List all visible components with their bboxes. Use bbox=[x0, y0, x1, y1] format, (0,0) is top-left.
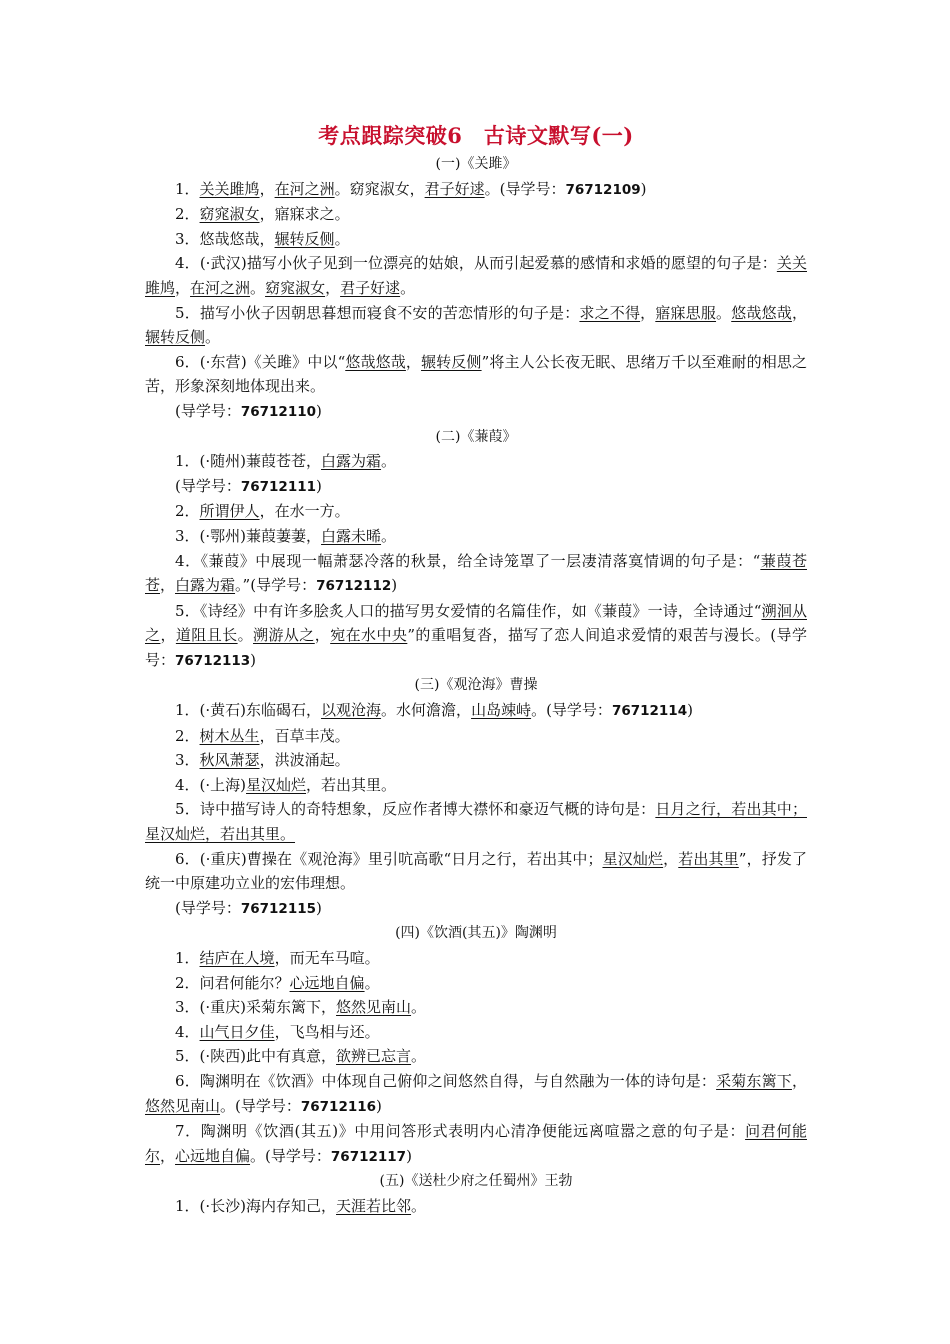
question-text: ，洪波涌起。 bbox=[259, 751, 350, 770]
answer-text: 所谓伊人 bbox=[199, 502, 260, 521]
question-item bbox=[145, 449, 807, 474]
question-text: 3．悠哉悠哉， bbox=[175, 229, 275, 248]
guide-number-line bbox=[145, 399, 807, 425]
question-text: 。 bbox=[411, 998, 427, 1017]
answer-text: 白露为霜 bbox=[321, 452, 382, 471]
answer-text: 树木丛生 bbox=[199, 726, 260, 745]
question-text: 2． bbox=[175, 726, 200, 745]
question-text: ，在水一方。 bbox=[259, 502, 350, 521]
answer-text: 辗转反侧 bbox=[421, 352, 482, 371]
question-text: ， bbox=[259, 179, 275, 198]
question-text: 。 bbox=[400, 278, 416, 297]
answer-text: 日月之行，若出其中；星汉灿烂，若出其里。 bbox=[145, 800, 807, 844]
question-item bbox=[145, 1119, 807, 1169]
answer-text: 窈窕淑女 bbox=[265, 278, 326, 297]
question-text: ) bbox=[391, 576, 398, 595]
question-item bbox=[145, 251, 807, 300]
section-heading: (二)《蒹葭》 bbox=[435, 428, 517, 445]
section-heading: (一)《关雎》 bbox=[435, 156, 517, 172]
answer-text: 君子好逑 bbox=[340, 278, 401, 297]
answer-text: 君子好逑 bbox=[424, 179, 485, 198]
question-text: ，百草丰茂。 bbox=[259, 726, 350, 745]
question-text: ) bbox=[687, 701, 693, 720]
question-text: ”，抒发了统一中原建功立业的宏伟理想。 bbox=[145, 849, 807, 893]
answer-text: 在河之洲 bbox=[274, 179, 335, 198]
question-text: 3． bbox=[175, 751, 200, 770]
answer-text: 关关雎鸠 bbox=[199, 179, 260, 198]
question-text: 6．陶渊明在《饮酒》中体现自己俯仰之间悠然自得，与自然融为一体的诗句是： bbox=[175, 1071, 717, 1090]
answer-text: 欲辨已忘言 bbox=[336, 1047, 412, 1066]
question-text: 1．(·黄石)东临碣石， bbox=[175, 701, 322, 720]
answer-text: 心远地自偏 bbox=[289, 973, 365, 992]
question-text: (导学号： bbox=[175, 476, 241, 495]
question-item bbox=[145, 971, 807, 996]
question-text: 5．描写小伙子因朝思暮想而寝食不安的苦恋情形的句子是： bbox=[175, 303, 580, 322]
answer-text: 问君何能尔 bbox=[145, 1122, 807, 1165]
answer-text: 以观沧海 bbox=[321, 701, 382, 720]
question-text: 4． bbox=[175, 1022, 200, 1041]
guide-number: 76712110 bbox=[240, 403, 317, 420]
question-text: 。 bbox=[364, 973, 380, 992]
guide-number: 76712113 bbox=[175, 652, 251, 669]
answer-text: 星汉灿烂 bbox=[246, 775, 307, 794]
answer-text: 悠然见南山 bbox=[145, 1096, 221, 1115]
question-text: 5．(·陕西)此中有真意， bbox=[175, 1047, 337, 1066]
question-text: 2． bbox=[175, 502, 200, 521]
question-text: 。 bbox=[250, 278, 266, 297]
question-text: 。(导学号： bbox=[220, 1096, 301, 1115]
answer-text: 山岛竦峙 bbox=[471, 701, 532, 720]
answer-text: 悠哉悠哉 bbox=[345, 352, 406, 371]
question-item bbox=[145, 177, 807, 203]
answer-text: 溯游从之 bbox=[253, 626, 315, 645]
answer-text: 道阻且长 bbox=[175, 626, 238, 645]
question-text: ， bbox=[160, 626, 176, 645]
question-text: 。 bbox=[237, 626, 254, 645]
question-text: 。”(导学号： bbox=[235, 576, 317, 595]
question-text: ， bbox=[175, 278, 191, 297]
guide-number: 76712114 bbox=[611, 703, 688, 720]
question-item bbox=[145, 995, 807, 1020]
question-text: 7．陶渊明《饮酒(其五)》中用问答形式表明内心清净便能远离喧嚣之意的句子是： bbox=[175, 1122, 746, 1141]
guide-number: 76712117 bbox=[330, 1148, 407, 1165]
question-item bbox=[145, 350, 807, 399]
answer-text: 悠然见南山 bbox=[336, 998, 412, 1017]
question-text: 4．《蒹葭》中展现一幅萧瑟冷落的秋景，给全诗笼罩了一层凄清落寞情调的句子是：“ bbox=[175, 551, 761, 570]
answer-text: 结庐在人境 bbox=[199, 949, 275, 967]
question-text: (导学号： bbox=[175, 898, 241, 917]
question-text: ”的重唱复沓，描写了恋人间追求爱情的艰苦与漫长。(导学号： bbox=[145, 626, 807, 669]
question-text: 4．(·武汉)描写小伙子见到一位漂亮的姑娘，从而引起爱慕的感情和求婚的愿望的句子是： bbox=[175, 254, 777, 273]
answer-text: 采菊东篱下 bbox=[716, 1071, 792, 1090]
document-page bbox=[145, 122, 807, 1219]
question-item bbox=[145, 773, 807, 798]
question-text: ， bbox=[405, 352, 422, 371]
question-text: ， bbox=[791, 1071, 807, 1090]
question-text: ) bbox=[316, 476, 322, 495]
guide-number: 76712111 bbox=[240, 478, 317, 495]
question-text: ) bbox=[316, 898, 322, 917]
question-text: 3．(·鄂州)蒹葭萋萋， bbox=[175, 526, 322, 545]
question-text: 2．问君何能尔？ bbox=[175, 973, 290, 992]
question-item bbox=[145, 748, 807, 773]
question-item bbox=[145, 847, 807, 896]
question-item bbox=[145, 202, 807, 227]
question-item bbox=[145, 549, 807, 599]
answer-text: 辗转反侧 bbox=[274, 229, 335, 248]
question-text: 。窈窕淑女， bbox=[334, 179, 425, 198]
question-text: ，而无车马喧。 bbox=[274, 949, 380, 967]
question-text: ) bbox=[376, 1096, 382, 1115]
answer-text: 辗转反侧 bbox=[145, 328, 206, 347]
guide-number-line bbox=[145, 896, 807, 922]
answer-text: 关关雎鸠 bbox=[145, 254, 807, 297]
question-text: 。 bbox=[411, 1196, 427, 1215]
document-title: 考点跟踪突破6 古诗文默写(一) bbox=[318, 123, 634, 148]
answer-text: 寤寐思服 bbox=[655, 303, 717, 322]
question-text: ) bbox=[406, 1146, 412, 1165]
answer-text: 白露未晞 bbox=[321, 526, 382, 545]
guide-number: 76712112 bbox=[316, 578, 392, 595]
section-heading: (四)《饮酒(其五)》陶渊明 bbox=[395, 925, 557, 942]
answer-text: 悠哉悠哉 bbox=[731, 303, 792, 322]
question-text: 。 bbox=[381, 452, 397, 471]
question-text: ， bbox=[640, 303, 656, 322]
question-item bbox=[145, 499, 807, 524]
guide-number: 76712115 bbox=[240, 900, 317, 917]
question-text: 。(导学号： bbox=[250, 1146, 331, 1165]
answer-text: 白露为霜 bbox=[175, 576, 236, 595]
question-item bbox=[145, 227, 807, 252]
question-text: 4．(·上海) bbox=[175, 775, 247, 794]
answer-text: 溯洄从之 bbox=[145, 601, 807, 645]
question-item bbox=[145, 1020, 807, 1045]
document-content bbox=[145, 152, 807, 1219]
question-text: 。 bbox=[205, 328, 221, 347]
answer-text: 心远地自偏 bbox=[175, 1146, 251, 1165]
guide-number-line bbox=[145, 474, 807, 500]
question-text: ) bbox=[250, 650, 257, 669]
answer-text: 在河之洲 bbox=[190, 278, 251, 297]
question-text: (导学号： bbox=[175, 401, 241, 420]
guide-number: 76712116 bbox=[300, 1098, 377, 1115]
question-text: 。 bbox=[411, 1047, 427, 1066]
question-item bbox=[145, 946, 807, 971]
question-text: 5．《诗经》中有许多脍炙人口的描写男女爱情的名篇佳作，如《蒹葭》一诗，全诗通过“ bbox=[175, 601, 762, 620]
question-item bbox=[145, 724, 807, 749]
answer-text: 窈窕淑女 bbox=[199, 205, 260, 224]
answer-text: 星汉灿烂 bbox=[602, 849, 664, 868]
guide-number: 76712109 bbox=[565, 181, 641, 198]
question-text: ， bbox=[160, 576, 176, 595]
question-text: 1． bbox=[175, 179, 200, 198]
question-text: 。 bbox=[381, 526, 397, 545]
question-text: 6．(·东营)《关雎》中以“ bbox=[175, 352, 346, 371]
question-text: 3．(·重庆)采菊东篱下， bbox=[175, 998, 337, 1017]
question-text: 1．(·长沙)海内存知己， bbox=[175, 1196, 337, 1215]
answer-text: 若出其里 bbox=[678, 849, 739, 868]
question-item bbox=[145, 1044, 807, 1069]
answer-text: 山气日夕佳 bbox=[199, 1022, 275, 1041]
answer-text: 蒹葭苍苍 bbox=[145, 551, 807, 595]
question-text: 。(导学号： bbox=[531, 701, 612, 720]
answer-text: 天涯若比邻 bbox=[336, 1196, 412, 1215]
question-text: 。 bbox=[716, 303, 732, 322]
question-text: ， bbox=[325, 278, 341, 297]
question-text: ， bbox=[160, 1146, 176, 1165]
question-text: ) bbox=[316, 401, 322, 420]
question-item bbox=[145, 1069, 807, 1119]
question-text: 1． bbox=[175, 949, 200, 967]
question-text: 。(导学号： bbox=[484, 179, 566, 198]
section-heading: (三)《观沧海》曹操 bbox=[414, 677, 538, 694]
question-text: 。 bbox=[334, 229, 350, 248]
question-item bbox=[145, 698, 807, 724]
answer-text: 宛在水中央 bbox=[330, 626, 408, 645]
question-text: ”将主人公长夜无眠、思绪万千以至难耐的相思之苦，形象深刻地体现出来。 bbox=[145, 352, 807, 396]
answer-text: 秋风萧瑟 bbox=[199, 751, 260, 770]
question-text: 1．(·随州)蒹葭苍苍， bbox=[175, 452, 322, 471]
section-heading: (五)《送杜少府之任蜀州》王勃 bbox=[379, 1173, 573, 1190]
question-text: 。水何澹澹， bbox=[381, 701, 472, 720]
question-item bbox=[145, 524, 807, 549]
question-text: ，飞鸟相与还。 bbox=[274, 1022, 380, 1041]
question-text: 6．(·重庆)曹操在《观沧海》里引吭高歌“日月之行，若出其中； bbox=[175, 849, 603, 868]
question-text: 2． bbox=[175, 205, 200, 224]
question-text: ， bbox=[314, 626, 331, 645]
question-item bbox=[145, 797, 807, 846]
question-item bbox=[145, 1194, 807, 1219]
answer-text: 求之不得 bbox=[579, 303, 641, 322]
question-text: ，寤寐求之。 bbox=[259, 205, 350, 224]
question-item bbox=[145, 599, 807, 674]
question-item bbox=[145, 301, 807, 350]
question-text: 5．诗中描写诗人的奇特想象，反应作者博大襟怀和豪迈气概的诗句是： bbox=[175, 800, 656, 819]
question-text: ，若出其里。 bbox=[306, 775, 397, 794]
question-text: ， bbox=[791, 303, 807, 322]
question-text: ) bbox=[640, 179, 647, 198]
question-text: ， bbox=[663, 849, 679, 868]
